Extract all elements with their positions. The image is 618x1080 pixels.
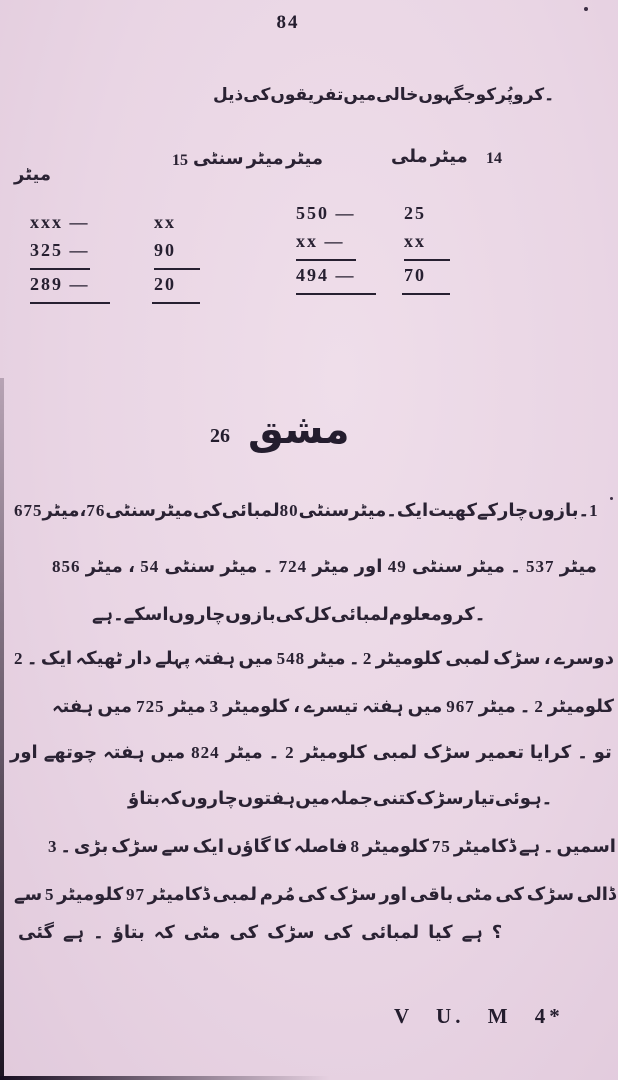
word-token: کلومیٹر: [223, 696, 290, 717]
table-cell: 494 —: [296, 259, 356, 286]
word-token: ۔: [543, 836, 554, 857]
word-token: 537: [526, 557, 555, 576]
word-token: میں: [238, 648, 274, 669]
problem-1-line-2: [52, 556, 597, 577]
word-token: اور: [354, 556, 383, 577]
exercise-title: مشق: [248, 407, 350, 453]
word-token: ڈالی: [576, 884, 616, 905]
word-token: میں: [407, 696, 443, 717]
word-token: خالی: [376, 85, 419, 105]
column-header-meter-right: [286, 148, 323, 169]
word-token: میٹر: [312, 556, 350, 577]
word-token: تیار: [463, 788, 495, 809]
word-token: ۔: [541, 788, 553, 809]
word-token: پہلے: [155, 648, 191, 669]
word-token: سڑک: [493, 648, 541, 669]
word-token: میٹر: [478, 696, 516, 717]
table-underline-row: [30, 302, 200, 304]
word-token: لمبی: [212, 884, 257, 905]
word-token: ایک: [40, 648, 73, 669]
word-token: 97: [125, 885, 145, 904]
subtraction-table-right: [296, 203, 450, 295]
word-token: 1: [589, 501, 599, 520]
word-token: چاروں: [168, 604, 226, 625]
word-token: ہے: [92, 604, 114, 625]
table-cell: xx: [404, 231, 426, 251]
word-token: لمبائی: [221, 500, 280, 521]
word-token: ؟: [491, 922, 503, 943]
problem-3-line-2: [14, 884, 616, 905]
word-token: مُرم: [259, 884, 296, 905]
word-token: میٹر: [225, 742, 263, 763]
word-token: کی: [323, 922, 353, 943]
word-token: دار: [125, 648, 152, 669]
underline: [30, 302, 110, 304]
word-token: 3: [48, 837, 58, 856]
problem-1-line-1: [14, 500, 599, 521]
word-token: کہ: [153, 922, 175, 943]
word-token: باقی: [409, 884, 454, 905]
word-token: میٹر: [220, 556, 258, 577]
word-token: کے: [476, 500, 498, 521]
word-token: اور: [379, 884, 408, 905]
word-token: ۔: [60, 836, 71, 857]
word-token: ۔: [510, 556, 521, 577]
fill-blanks-instruction: [213, 84, 555, 105]
word-token: بتاؤ: [112, 922, 145, 943]
word-token: لمبائی: [330, 604, 389, 625]
word-token: ۔: [577, 742, 588, 763]
word-token: ٹھیکہ: [75, 648, 123, 669]
word-token: ،: [128, 556, 135, 577]
word-token: ۔: [262, 556, 274, 577]
word-token: مٹی: [455, 884, 493, 905]
table-row: [296, 203, 450, 224]
word-token: پُر: [496, 85, 514, 105]
word-token: 2: [534, 697, 544, 716]
column-header-meter-left: [14, 164, 51, 185]
word-token: 548: [276, 649, 306, 668]
word-token: ۔: [474, 604, 486, 625]
word-token: بتاؤ: [128, 788, 161, 809]
word-token: ملی: [391, 146, 428, 167]
word-token: میٹر: [246, 148, 284, 169]
subtraction-table-left: [30, 212, 200, 304]
word-token: 824: [191, 743, 220, 762]
word-token: 724: [278, 557, 308, 576]
word-token: کو: [475, 85, 497, 105]
word-token: ہوئی: [494, 788, 542, 809]
word-token: میٹر: [156, 500, 194, 521]
word-token: ہے: [461, 922, 483, 943]
word-token: ہفتہ: [103, 742, 145, 763]
word-token: کلومیٹر: [300, 742, 367, 763]
word-token: فاصلہ: [293, 836, 348, 857]
word-token: کا: [273, 836, 291, 857]
table-row: [296, 231, 450, 252]
word-token: 2: [14, 649, 24, 668]
word-token: سے: [14, 884, 43, 905]
word-token: چاروں: [181, 788, 238, 809]
table-underline-row: [296, 293, 450, 295]
table-cell: xx: [154, 212, 176, 232]
word-token: مٹی: [183, 922, 221, 943]
word-token: چوتھے: [43, 742, 98, 763]
ink-speck: [584, 7, 588, 11]
word-token: کرایا: [529, 742, 572, 763]
word-token: کی: [243, 85, 271, 105]
word-token: ہفتہ: [193, 648, 236, 669]
word-token: تفریقوں: [270, 85, 344, 105]
word-token: بازوں: [528, 500, 579, 521]
word-token: میٹر: [14, 164, 52, 185]
word-token: سنٹی: [193, 148, 244, 169]
word-token: ذیل: [213, 85, 244, 105]
word-token: لمبائی: [361, 922, 420, 943]
word-token: کل: [304, 604, 331, 625]
word-token: میٹر: [349, 500, 387, 521]
word-token: کہ: [160, 788, 182, 809]
word-token: دوسرے: [554, 648, 614, 669]
word-token: 2: [362, 649, 373, 668]
table-cell: xxx —: [30, 212, 90, 232]
word-token: تو: [593, 742, 612, 763]
word-token: 3: [209, 697, 220, 716]
exercise-number: 26: [210, 425, 230, 447]
problem-2-line-2: [52, 696, 614, 717]
word-token: 76: [86, 501, 106, 520]
word-token: میں: [97, 696, 133, 717]
word-token: سڑک: [111, 836, 159, 857]
word-token: لمبی: [372, 742, 418, 763]
word-token: ۔: [519, 696, 531, 717]
word-token: سنٹی: [164, 556, 216, 577]
word-token: جگہوں: [418, 85, 476, 105]
word-token: میں: [295, 788, 330, 809]
problem-2-line-4: [128, 788, 553, 809]
column-header-millimeter: [391, 146, 468, 167]
word-token: ۔: [268, 742, 280, 763]
table-cell: 25: [404, 203, 426, 223]
word-token: معلوم: [388, 604, 442, 625]
column-header-centimeter: [193, 148, 284, 169]
word-token: میٹر: [168, 696, 206, 717]
word-token: میٹر: [559, 556, 597, 577]
word-token: میں: [343, 85, 377, 105]
word-token: لمبی: [445, 648, 490, 669]
word-token: ،: [293, 696, 301, 717]
word-token: میٹر: [430, 146, 468, 167]
table-cell: 90: [154, 240, 176, 260]
word-token: کتنی: [372, 788, 417, 809]
word-token: تیسرے: [304, 696, 359, 717]
word-token: ہفتوں: [237, 788, 296, 809]
word-token: میٹر: [286, 148, 324, 169]
word-token: سڑک: [267, 922, 315, 943]
word-token: سڑک: [526, 884, 575, 905]
table-cell: 20: [154, 268, 200, 295]
word-token: ہے: [63, 922, 85, 943]
word-token: 725: [136, 697, 165, 716]
word-token: کرو: [441, 604, 475, 625]
word-token: کرو: [513, 85, 545, 105]
word-token: کلومیٹر: [57, 884, 124, 905]
word-token: چار: [497, 500, 529, 521]
word-token: سے: [161, 836, 190, 857]
problem-2-line-3: [10, 742, 612, 763]
word-token: میٹر: [467, 556, 505, 577]
word-token: 80: [279, 501, 299, 520]
table-cell: 325 —: [30, 240, 90, 260]
page-bottom-shadow: [0, 1076, 330, 1080]
word-token: بازوں: [225, 604, 276, 625]
word-token: 856: [52, 557, 81, 576]
page-number: 84: [276, 12, 300, 33]
underline: [152, 302, 200, 304]
printer-signature-mark: V U. M 4*: [394, 1004, 564, 1028]
table-cell: xx —: [296, 231, 345, 251]
word-token: کی: [229, 922, 259, 943]
word-token: میٹر: [85, 556, 123, 577]
word-token: ،: [543, 648, 551, 669]
word-token: ۔: [113, 604, 124, 625]
word-token: 2: [285, 743, 295, 762]
word-token: میں: [150, 742, 186, 763]
word-token: ۔: [348, 648, 360, 669]
problem-3-line-1: [48, 836, 616, 857]
word-token: کی: [193, 500, 222, 521]
word-token: ایک: [192, 836, 224, 857]
word-token: 75: [431, 837, 451, 856]
underline: [402, 293, 450, 295]
word-token: گاؤں: [226, 836, 271, 857]
word-token: میٹر: [42, 500, 80, 521]
word-token: سڑک: [423, 742, 471, 763]
ink-speck: [610, 497, 613, 500]
word-token: اسمیں: [556, 836, 616, 857]
word-token: ہے: [519, 836, 541, 857]
table-row: [30, 212, 200, 233]
underline: [296, 293, 376, 295]
word-token: ایک: [396, 500, 429, 521]
problem-15-label: 15: [172, 152, 188, 169]
word-token: 5: [44, 885, 55, 904]
word-token: بڑی: [73, 836, 109, 857]
problem-2-line-1: [14, 648, 614, 669]
word-token: کی: [495, 884, 525, 905]
problem-3-line-3: [18, 922, 502, 943]
word-token: سڑک: [416, 788, 464, 809]
table-row: [30, 240, 200, 261]
word-token: ہفتہ: [52, 696, 94, 717]
word-token: 8: [350, 837, 360, 856]
word-token: گئی: [18, 922, 55, 943]
table-cell: 289 —: [30, 268, 90, 295]
word-token: کیا: [428, 922, 453, 943]
word-token: ۔: [93, 922, 104, 943]
word-token: اسکے: [123, 604, 169, 625]
word-token: ڈکامیٹر: [453, 836, 517, 857]
word-token: کلومیٹر: [547, 696, 614, 717]
word-token: سڑک: [329, 884, 377, 905]
word-token: 967: [446, 697, 475, 716]
word-token: اور: [10, 742, 38, 763]
table-cell: 70: [404, 259, 450, 286]
table-cell: 550 —: [296, 203, 356, 223]
word-token: ۔: [386, 500, 397, 521]
exercise-heading: [210, 402, 370, 458]
word-token: کھیت: [428, 500, 477, 521]
word-token: ۔: [578, 500, 590, 521]
word-token: ۔: [26, 648, 38, 669]
word-token: 675: [14, 501, 43, 520]
word-token: ڈکامیٹر: [147, 884, 210, 905]
word-token: 54: [140, 557, 160, 576]
word-token: تعمیر: [476, 742, 524, 763]
word-token: میٹر: [308, 648, 346, 669]
problem-1-line-3: [92, 604, 486, 625]
book-gutter-shadow: [0, 378, 4, 1080]
word-token: کلومیٹر: [375, 648, 442, 669]
table-row: [30, 268, 200, 295]
word-token: کی: [275, 604, 305, 625]
word-token: جملہ: [329, 788, 373, 809]
problem-14-label: 14: [486, 150, 502, 167]
word-token: ۔: [544, 85, 555, 105]
word-token: کی: [297, 884, 327, 905]
word-token: سنٹی: [298, 500, 350, 521]
word-token: کلومیٹر: [362, 836, 430, 857]
word-token: سنٹی: [411, 556, 463, 577]
word-token: 49: [387, 557, 407, 576]
word-token: ہفتہ: [362, 696, 404, 717]
table-row: [296, 259, 450, 286]
word-token: ،: [79, 500, 87, 521]
word-token: سنٹی: [105, 500, 156, 521]
